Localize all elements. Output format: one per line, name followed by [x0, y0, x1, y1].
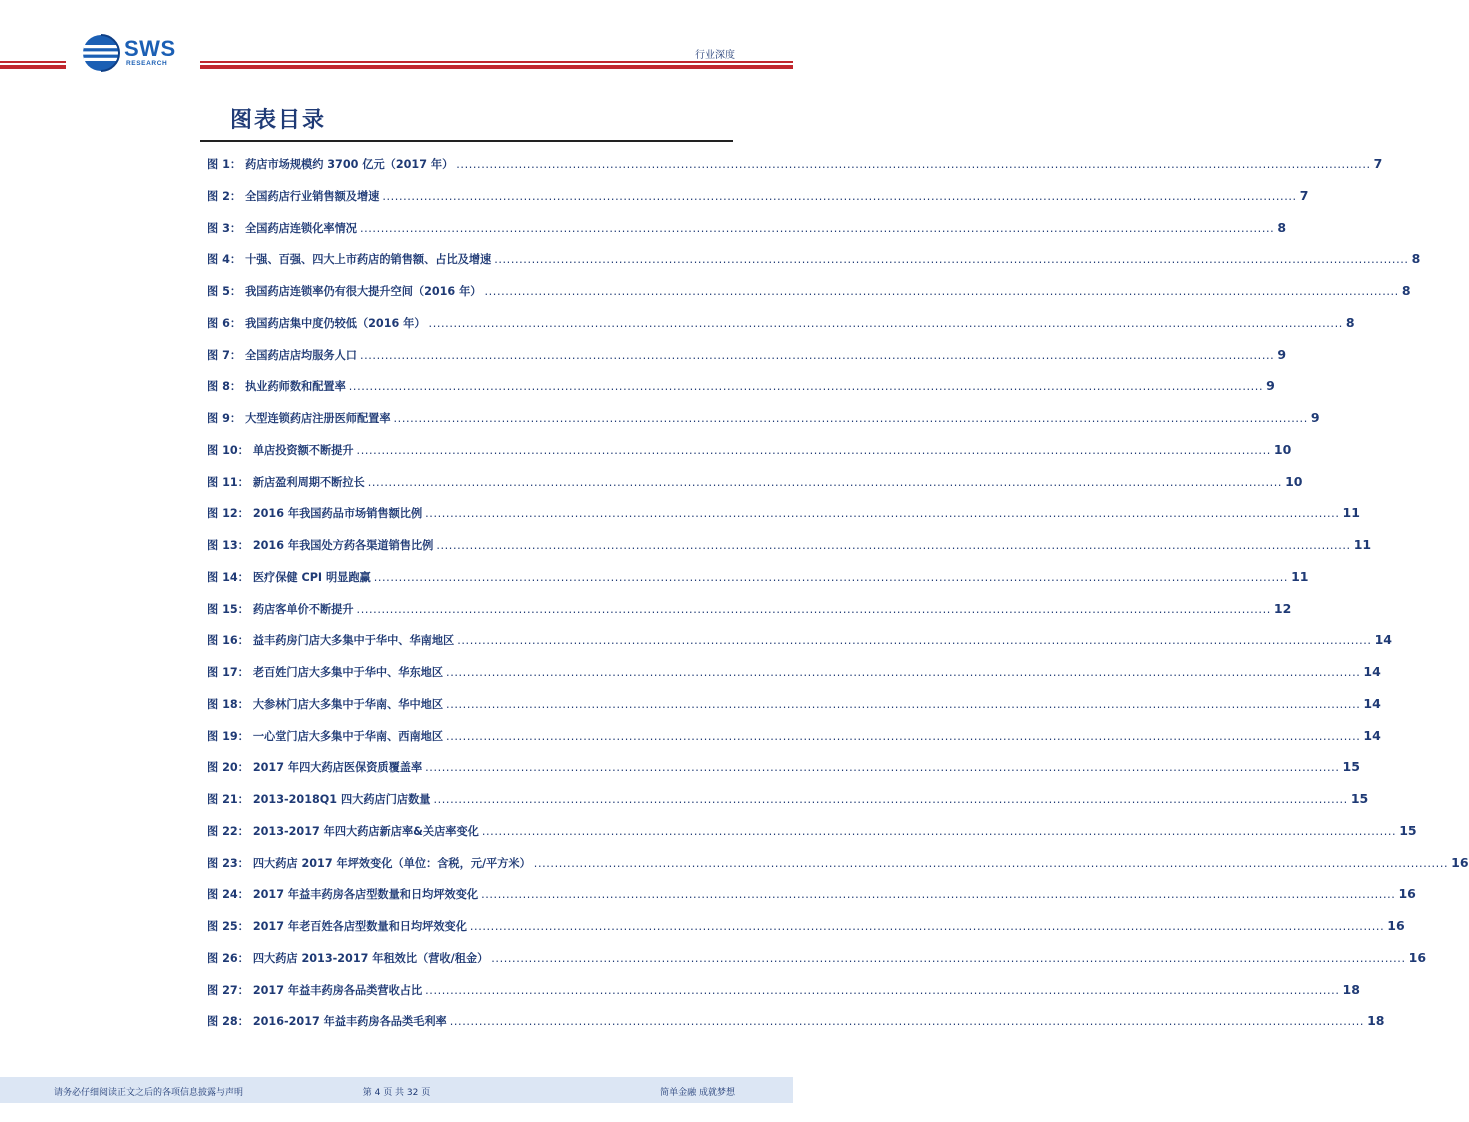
figure-title: 2016-2017 年益丰药房各品类毛利率	[252, 1015, 447, 1029]
figure-title: 2013-2017 年四大药店新店率&关店率变化	[252, 824, 479, 838]
figure-title: 我国药店连锁率仍有很大提升空间（2016 年）	[245, 285, 482, 298]
page-number: 14	[1363, 695, 1381, 711]
header-rule-left-thin	[0, 61, 66, 63]
dot-leader: ............................................................................................................................................................................................................................	[533, 856, 1449, 870]
sws-globe-icon	[82, 34, 120, 72]
toc-entry[interactable]	[207, 882, 1416, 914]
figure-title: 药店客单价不断提升	[252, 602, 354, 616]
figure-number: 图 18：	[207, 697, 249, 711]
page-number: 10	[1273, 441, 1292, 457]
page-number: 14	[1363, 727, 1381, 743]
page-number: 10	[1285, 473, 1303, 489]
toc-entry[interactable]	[207, 819, 1417, 851]
figure-number: 图 8：	[207, 380, 242, 394]
toc-entry[interactable]	[207, 851, 1469, 883]
page-number: 8	[1345, 314, 1355, 330]
figure-title: 2013-2018Q1 四大药店门店数量	[252, 793, 431, 806]
figure-title: 单店投资额不断提升	[252, 443, 354, 457]
dot-leader: ............................................................................................................................................................................................................................	[393, 412, 1308, 425]
header-rule-left-thick	[0, 65, 66, 69]
toc-entry[interactable]	[207, 914, 1405, 946]
header-rule-right-thin	[200, 61, 793, 63]
figure-title: 四大药店 2013-2017 年租效比（营收/租金）	[252, 951, 489, 965]
figure-number: 图 1：	[207, 158, 242, 171]
report-type-label: 行业深度	[695, 50, 735, 61]
page-number: 8	[1277, 219, 1287, 235]
page-number: 11	[1291, 568, 1309, 584]
footer-page-info: 第 4 页 共 32 页	[362, 1088, 431, 1098]
toc-heading-rule	[200, 140, 733, 142]
toc-entry[interactable]	[207, 565, 1309, 597]
figure-number: 图 11：	[207, 475, 249, 489]
figure-title: 医疗保健 CPI 明显跑赢	[252, 570, 371, 584]
page-number: 15	[1342, 759, 1360, 775]
page-number: 9	[1310, 410, 1320, 425]
toc-entry[interactable]	[207, 406, 1320, 438]
figure-number: 图 28：	[207, 1015, 249, 1029]
dot-leader: ............................................................................................................................................................................................................................	[425, 761, 1340, 775]
page-number: 9	[1266, 378, 1275, 394]
toc-entry[interactable]	[207, 946, 1427, 978]
page-number: 11	[1342, 505, 1360, 521]
toc-entry[interactable]	[207, 279, 1411, 311]
page-number: 14	[1363, 664, 1381, 679]
figure-number: 图 4：	[207, 253, 242, 267]
toc-entry[interactable]	[207, 1009, 1385, 1041]
figure-title: 药店市场规模约 3700 亿元（2017 年）	[245, 158, 454, 171]
page-number: 18	[1367, 1013, 1385, 1029]
figure-title: 2017 年益丰药房各店型数量和日均坪效变化	[252, 888, 479, 902]
dot-leader: ............................................................................................................................................................................................................................	[491, 951, 1406, 965]
page-number: 9	[1277, 346, 1287, 362]
page-number: 16	[1398, 886, 1416, 902]
header-rule-right-thick	[200, 65, 793, 69]
figure-number: 图 25：	[207, 920, 249, 933]
figure-number: 图 17：	[207, 666, 249, 679]
figure-title: 老百姓门店大多集中于华中、华东地区	[252, 666, 444, 679]
dot-leader: ............................................................................................................................................................................................................................	[356, 443, 1271, 457]
dot-leader: ............................................................................................................................................................................................................................	[436, 539, 1351, 552]
page-number: 16	[1451, 854, 1469, 870]
figure-title: 执业药师数和配置率	[245, 380, 346, 394]
figure-number: 图 9：	[207, 412, 242, 425]
toc-entry[interactable]	[207, 374, 1275, 406]
figure-number: 图 12：	[207, 507, 249, 521]
dot-leader: ............................................................................................................................................................................................................................	[456, 158, 1371, 171]
figure-title: 大型连锁药店注册医师配置率	[245, 412, 391, 425]
page-number: 7	[1373, 156, 1383, 171]
figure-number: 图 2：	[207, 189, 242, 203]
figure-title: 全国药店店均服务人口	[245, 348, 357, 362]
figure-title: 全国药店连锁化率情况	[245, 221, 357, 235]
toc-heading: 图表目录	[230, 108, 327, 133]
footer-disclaimer: 请务必仔细阅读正文之后的各项信息披露与声明	[54, 1088, 244, 1098]
figure-title: 2017 年老百姓各店型数量和日均坪效变化	[252, 920, 467, 933]
dot-leader: ............................................................................................................................................................................................................................	[382, 189, 1297, 203]
toc-entry[interactable]	[207, 597, 1292, 629]
toc-entry[interactable]	[207, 755, 1360, 787]
toc-entry[interactable]	[207, 692, 1381, 724]
figure-title: 十强、百强、四大上市药店的销售额、占比及增速	[245, 253, 492, 267]
logo-subtext: RESEARCH	[126, 60, 168, 67]
figure-number: 图 10：	[207, 443, 249, 457]
dot-leader: ............................................................................................................................................................................................................................	[433, 793, 1348, 806]
figure-number: 图 16：	[207, 634, 249, 648]
page-number: 18	[1342, 981, 1360, 997]
figure-title: 2017 年益丰药房各品类营收占比	[252, 983, 423, 997]
toc-entry[interactable]	[207, 978, 1360, 1010]
page-number: 15	[1350, 791, 1369, 806]
toc-entry[interactable]	[207, 216, 1287, 248]
figure-number: 图 26：	[207, 951, 249, 965]
figure-number: 图 27：	[207, 983, 249, 997]
figure-number: 图 5：	[207, 285, 242, 298]
figure-number: 图 13：	[207, 539, 249, 552]
figure-title: 四大药店 2017 年坪效变化（单位：含税，元/平方米）	[252, 856, 531, 870]
figure-number: 图 20：	[207, 761, 249, 775]
figure-number: 图 14：	[207, 570, 249, 584]
figure-title: 大参林门店大多集中于华南、华中地区	[252, 697, 444, 711]
figure-number: 图 21：	[207, 793, 249, 806]
figure-number: 图 24：	[207, 888, 249, 902]
figure-number: 图 3：	[207, 221, 242, 235]
dot-leader: ............................................................................................................................................................................................................................	[446, 697, 1361, 711]
toc-entry[interactable]	[207, 311, 1355, 343]
figure-title: 益丰药房门店大多集中于华中、华南地区	[252, 634, 455, 648]
toc-entry[interactable]	[207, 533, 1372, 565]
figure-title: 新店盈利周期不断拉长	[252, 475, 365, 489]
dot-leader: ............................................................................................................................................................................................................................	[356, 602, 1271, 616]
dot-leader: ............................................................................................................................................................................................................................	[359, 348, 1275, 362]
figure-number: 图 22：	[207, 824, 249, 838]
dot-leader: ............................................................................................................................................................................................................................	[449, 1015, 1365, 1029]
page-number: 8	[1401, 283, 1411, 298]
toc-entry[interactable]	[207, 438, 1292, 470]
dot-leader: ............................................................................................................................................................................................................................	[446, 666, 1361, 679]
page-number: 12	[1273, 600, 1292, 616]
page-number: 8	[1411, 251, 1421, 267]
toc-entry[interactable]	[207, 501, 1360, 533]
page-number: 14	[1374, 632, 1392, 648]
figure-number: 图 7：	[207, 348, 242, 362]
toc-entry[interactable]	[207, 660, 1381, 692]
toc-entry[interactable]	[207, 724, 1381, 756]
toc-entry[interactable]	[207, 152, 1383, 184]
dot-leader: ............................................................................................................................................................................................................................	[373, 570, 1289, 584]
page-number: 11	[1353, 537, 1372, 552]
page-number: 16	[1408, 949, 1427, 965]
page-number: 15	[1399, 822, 1417, 838]
dot-leader: ............................................................................................................................................................................................................................	[425, 983, 1340, 997]
dot-leader: ............................................................................................................................................................................................................................	[359, 221, 1275, 235]
logo-text: SWS	[124, 36, 176, 61]
figure-title: 全国药店行业销售额及增速	[245, 189, 380, 203]
dot-leader: ............................................................................................................................................................................................................................	[367, 475, 1283, 489]
figure-list	[207, 152, 1469, 1041]
dot-leader: ............................................................................................................................................................................................................................	[428, 316, 1343, 330]
dot-leader: ............................................................................................................................................................................................................................	[457, 634, 1372, 648]
dot-leader: ............................................................................................................................................................................................................................	[469, 920, 1385, 933]
toc-entry[interactable]	[207, 343, 1287, 375]
figure-title: 2016 年我国药品市场销售额比例	[252, 507, 423, 521]
figure-number: 图 6：	[207, 316, 242, 330]
dot-leader: ............................................................................................................................................................................................................................	[481, 824, 1397, 838]
dot-leader: ............................................................................................................................................................................................................................	[494, 253, 1409, 267]
toc-entry[interactable]	[207, 787, 1369, 819]
figure-title: 2016 年我国处方药各渠道销售比例	[252, 539, 434, 552]
figure-title: 一心堂门店大多集中于华南、西南地区	[252, 729, 444, 743]
page-number: 7	[1299, 187, 1309, 203]
dot-leader: ............................................................................................................................................................................................................................	[446, 729, 1361, 743]
figure-number: 图 15：	[207, 602, 249, 616]
toc-entry[interactable]	[207, 247, 1421, 279]
page-number: 16	[1387, 918, 1405, 933]
dot-leader: ............................................................................................................................................................................................................................	[348, 380, 1264, 394]
toc-entry[interactable]	[207, 470, 1303, 502]
figure-title: 我国药店集中度仍较低（2016 年）	[245, 316, 426, 330]
dot-leader: ............................................................................................................................................................................................................................	[481, 888, 1396, 902]
figure-title: 2017 年四大药店医保资质覆盖率	[252, 761, 423, 775]
dot-leader: ............................................................................................................................................................................................................................	[484, 285, 1399, 298]
toc-entry[interactable]	[207, 628, 1392, 660]
figure-number: 图 23：	[207, 856, 249, 870]
toc-entry[interactable]	[207, 184, 1309, 216]
footer-slogan: 简单金融 成就梦想	[660, 1088, 735, 1098]
figure-number: 图 19：	[207, 729, 249, 743]
dot-leader: ............................................................................................................................................................................................................................	[425, 507, 1340, 521]
